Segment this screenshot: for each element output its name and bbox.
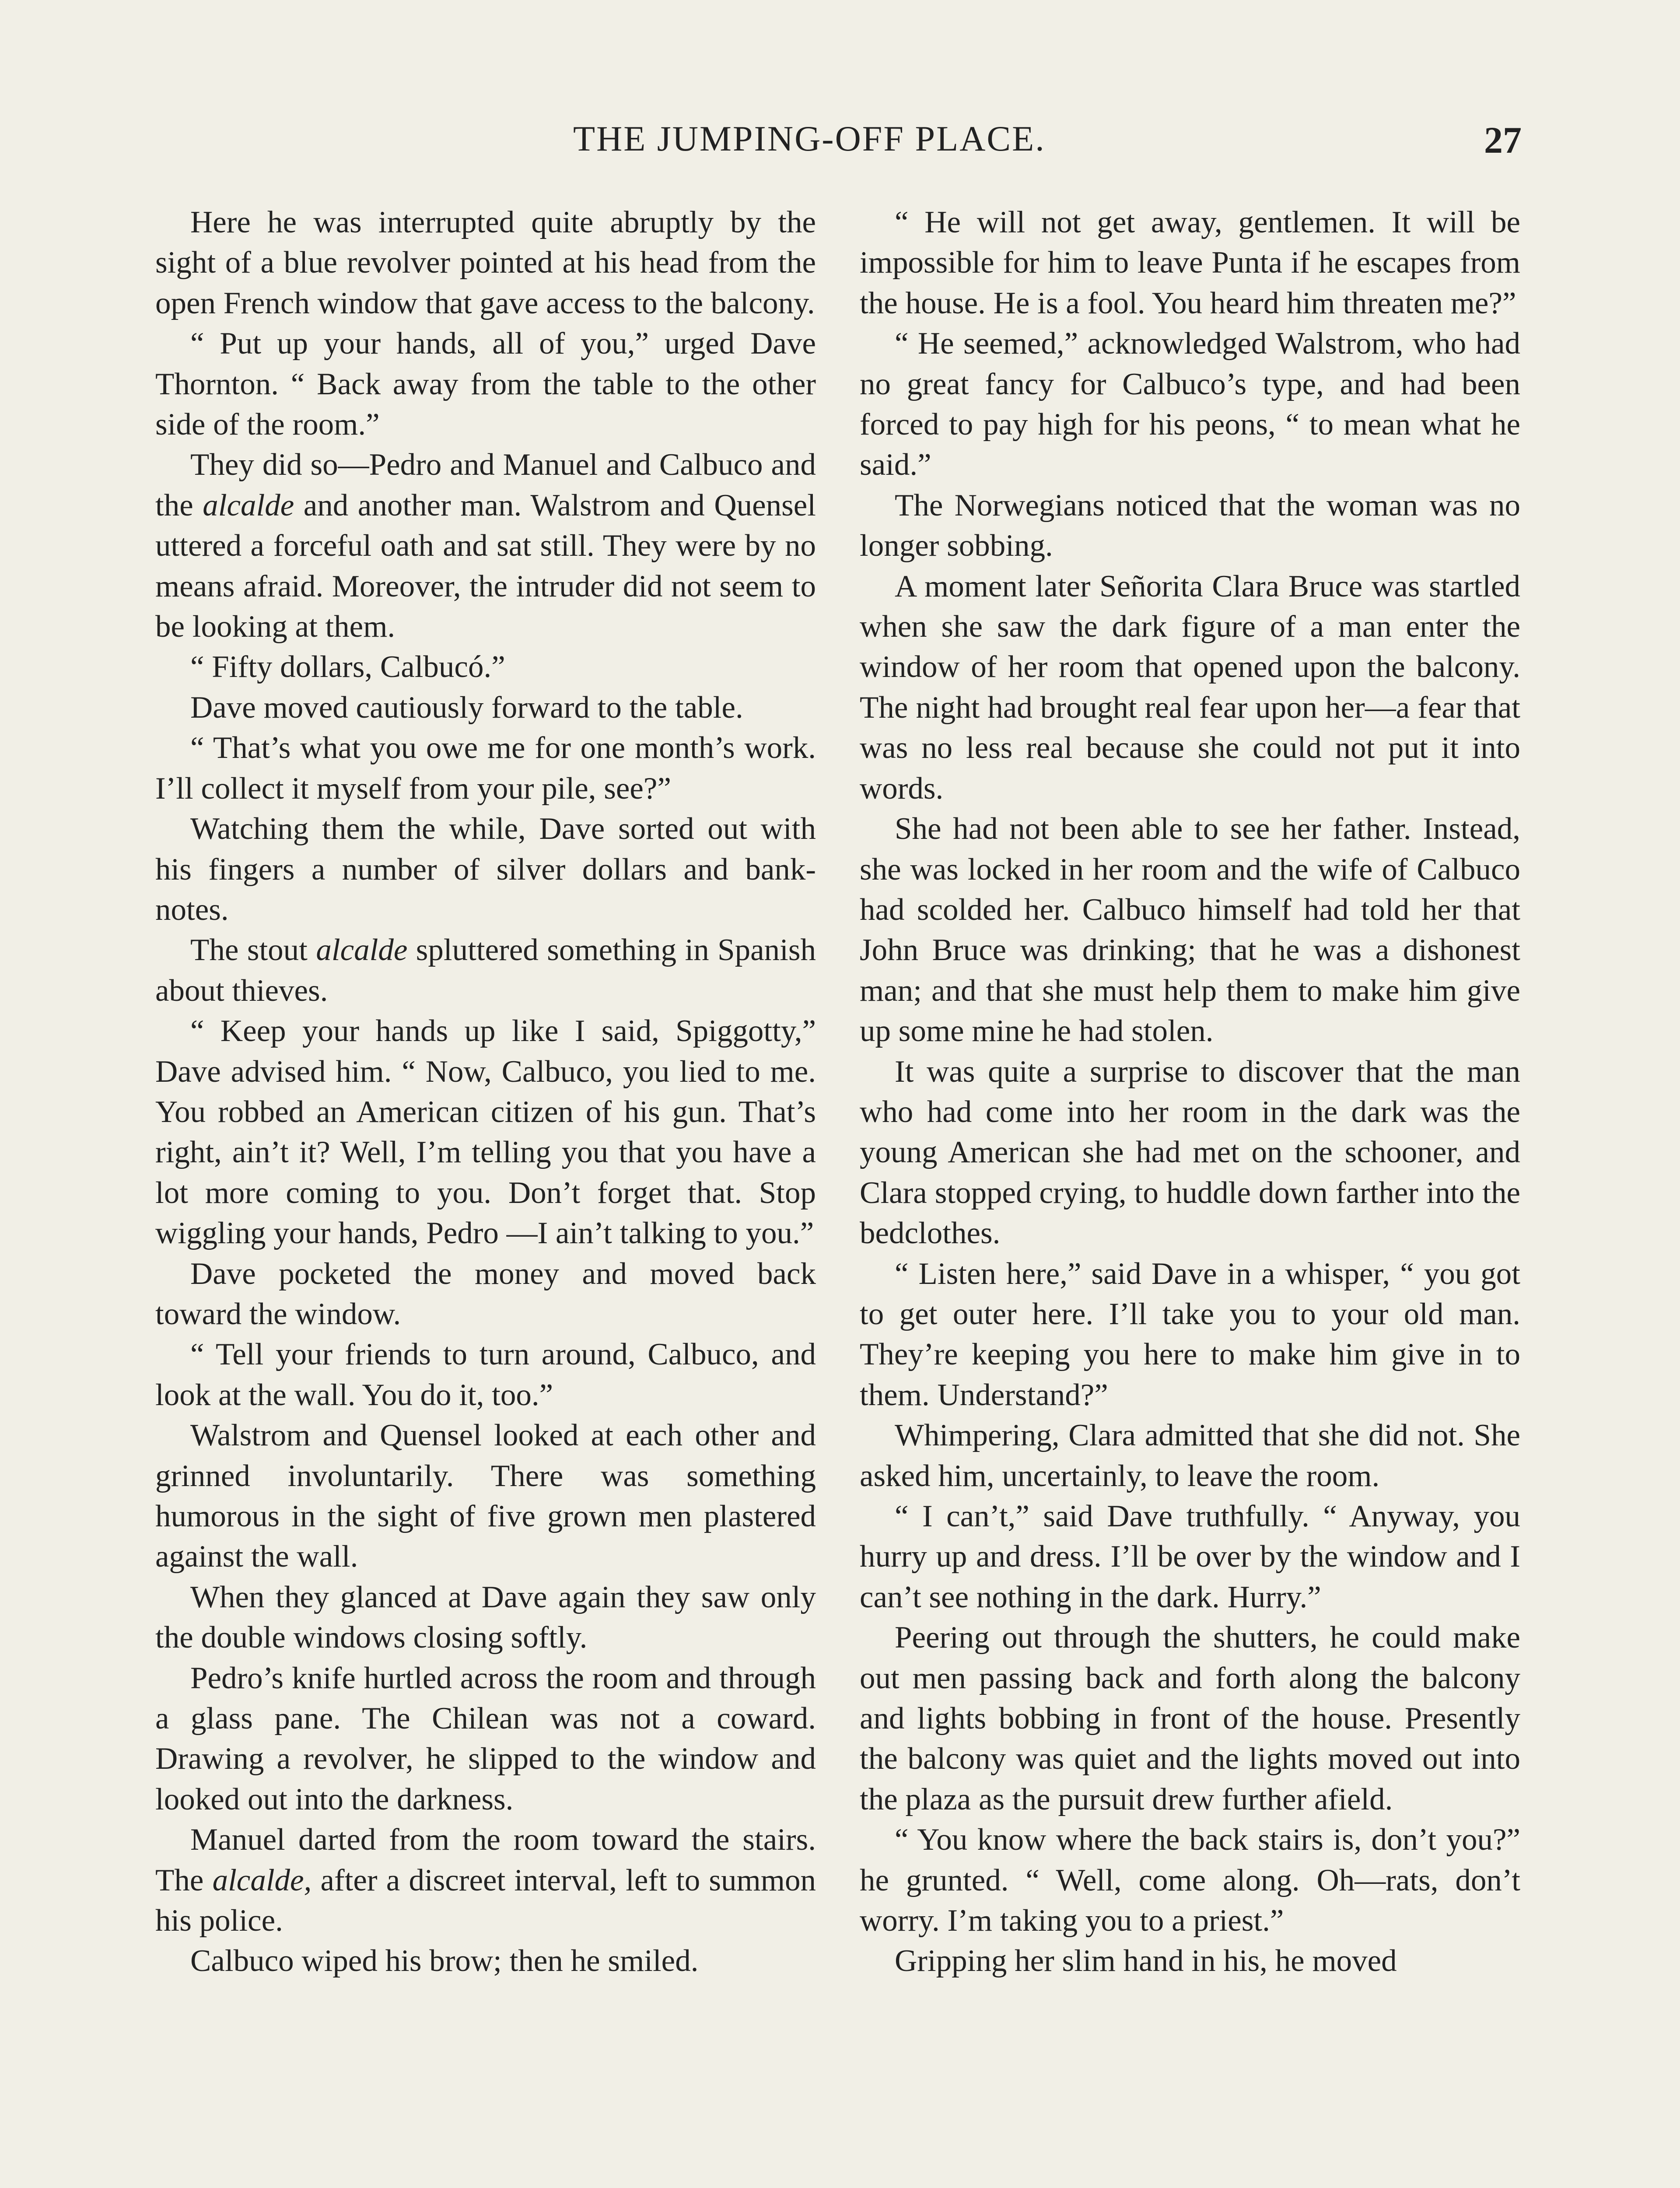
text-run: “ Fifty dollars, Calbucó.” <box>190 650 505 684</box>
text-run: Pedro’s knife hurtled across the room and through a glass pane. The Chilean was not a coward. Drawing a revolver, he slipped to the window and looked out into the darkness. <box>155 1661 816 1816</box>
text-run: Whimpering, Clara admitted that she did not. She asked him, uncertainly, to leave the room. <box>860 1418 1520 1493</box>
text-run: “ Tell your friends to turn around, Calbuco, and look at the wall. You do it, too.” <box>155 1337 816 1412</box>
paragraph <box>155 1820 816 1941</box>
text-run: “ Listen here,” said Dave in a whisper, “ you got to get outer here. I’ll take you to your old man. They’re keeping you here to make him give in to them. Understand?” <box>860 1256 1520 1412</box>
paragraph <box>155 1254 816 1335</box>
paragraph <box>155 647 816 687</box>
left-text-column <box>155 202 816 1981</box>
text-run: She had not been able to see her father. Instead, she was locked in her room and the wife of Calbuco had scolded her. Calbuco himself had told her that John Bruce was drinking; that he was a dishonest man; and that she must help them to make him give up some mine he had stolen. <box>860 812 1520 1048</box>
text-run: “ Keep your hands up like I said, Spiggotty,” Dave advised him. “ Now, Calbuco, you lied to me. You robbed an American citizen of his gun. That’s right, ain’t it? Well, I’m telling you that you have a lot more coming to you. Don’t forget that. Stop wiggling your hands, Pedro —I ain’t talking to you.” <box>155 1014 816 1251</box>
paragraph <box>155 809 816 930</box>
paragraph <box>155 1011 816 1253</box>
text-run: Watching them the while, Dave sorted out with his fingers a number of silver dollars and bank-notes. <box>155 812 816 927</box>
text-run: spluttered something in Spanish about thieves. <box>155 933 816 1008</box>
text-run: A moment later Señorita Clara Bruce was startled when she saw the dark figure of a man enter the window of her room that opened upon the balcony. The night had brought real fear upon her—a fear that was no less real because she could not put it into words. <box>860 569 1520 806</box>
text-run: They did so—Pedro and Manuel and Calbuco and the <box>155 448 816 522</box>
text-run: It was quite a surprise to discover that the man who had come into her room in the dark was the young American she had met on the schooner, and Clara stopped crying, to huddle down farther into the bedclothes. <box>860 1054 1520 1251</box>
paragraph <box>155 1334 816 1415</box>
paragraph <box>860 202 1520 323</box>
page-number: 27 <box>1484 119 1522 161</box>
paragraph <box>155 1658 816 1820</box>
text-run: and another man. Walstrom and Quensel uttered a forceful oath and sat still. They were by no means afraid. Moreover, the intruder did not seem to be looking at them. <box>155 488 816 644</box>
italic-text: alcalde <box>203 488 294 522</box>
text-run: “ Put up your hands, all of you,” urged Dave Thornton. “ Back away from the table to the other side of the room.” <box>155 326 816 442</box>
paragraph <box>860 485 1520 566</box>
text-run: “ He will not get away, gentlemen. It will be impossible for him to leave Punta if he escapes from the house. He is a fool. You heard him threaten me?” <box>860 205 1520 320</box>
paragraph <box>155 930 816 1011</box>
text-run: The Norwegians noticed that the woman was no longer sobbing. <box>860 488 1520 563</box>
italic-text: alcalde, <box>212 1863 312 1897</box>
text-run: Manuel darted from the room toward the stairs. The <box>155 1823 816 1897</box>
paragraph <box>860 566 1520 809</box>
text-run: after a discreet interval, left to summon his police. <box>155 1863 816 1938</box>
paragraph <box>860 1415 1520 1496</box>
text-run: “ You know where the back stairs is, don’t you?” he grunted. “ Well, come along. Oh—rats, don’t worry. I’m taking you to a priest.” <box>860 1823 1520 1938</box>
text-run: Calbuco wiped his brow; then he smiled. <box>190 1944 699 1978</box>
text-run: “ I can’t,” said Dave truthfully. “ Anyway, you hurry up and dress. I’ll be over by the window and I can’t see nothing in the dark. Hurry.” <box>860 1499 1520 1614</box>
paragraph <box>860 1496 1520 1617</box>
page-header <box>0 118 1680 171</box>
text-run: Walstrom and Quensel looked at each other and grinned involuntarily. There was something humorous in the sight of five grown men plastered against the wall. <box>155 1418 816 1574</box>
paragraph <box>155 1577 816 1658</box>
text-run: When they glanced at Dave again they saw only the double windows closing softly. <box>155 1580 816 1655</box>
paragraph <box>155 1941 816 1981</box>
paragraph <box>860 1820 1520 1941</box>
paragraph <box>860 809 1520 1051</box>
running-title: THE JUMPING-OFF PLACE. <box>573 119 1046 158</box>
paragraph <box>860 1254 1520 1416</box>
paragraph <box>860 323 1520 485</box>
paragraph <box>860 1941 1520 1981</box>
paragraph <box>155 687 816 728</box>
paragraph <box>155 202 816 323</box>
text-run: Gripping her slim hand in his, he moved <box>895 1944 1397 1978</box>
paragraph <box>155 323 816 445</box>
italic-text: alcalde <box>316 933 408 968</box>
text-run: “ That’s what you owe me for one month’s work. I’ll collect it myself from your pile, see?” <box>155 731 816 806</box>
paragraph <box>155 1415 816 1577</box>
text-run: Dave moved cautiously forward to the table. <box>190 690 743 725</box>
text-run: Peering out through the shutters, he could make out men passing back and forth along the balcony and lights bobbing in front of the house. Presently the balcony was quiet and the lights moved out into the plaza as the pursuit drew further afield. <box>860 1620 1520 1816</box>
text-run: Here he was interrupted quite abruptly by the sight of a blue revolver pointed at his head from the open French window that gave access to the balcony. <box>155 205 816 320</box>
text-run: Dave pocketed the money and moved back toward the window. <box>155 1256 816 1331</box>
paragraph <box>860 1052 1520 1254</box>
paragraph <box>860 1617 1520 1820</box>
right-text-column <box>860 202 1520 1981</box>
text-run: “ He seemed,” acknowledged Walstrom, who had no great fancy for Calbuco’s type, and had been forced to pay high for his peons, “ to mean what he said.” <box>860 326 1520 482</box>
paragraph <box>155 728 816 809</box>
paragraph <box>155 445 816 647</box>
text-run: The stout <box>190 933 316 968</box>
